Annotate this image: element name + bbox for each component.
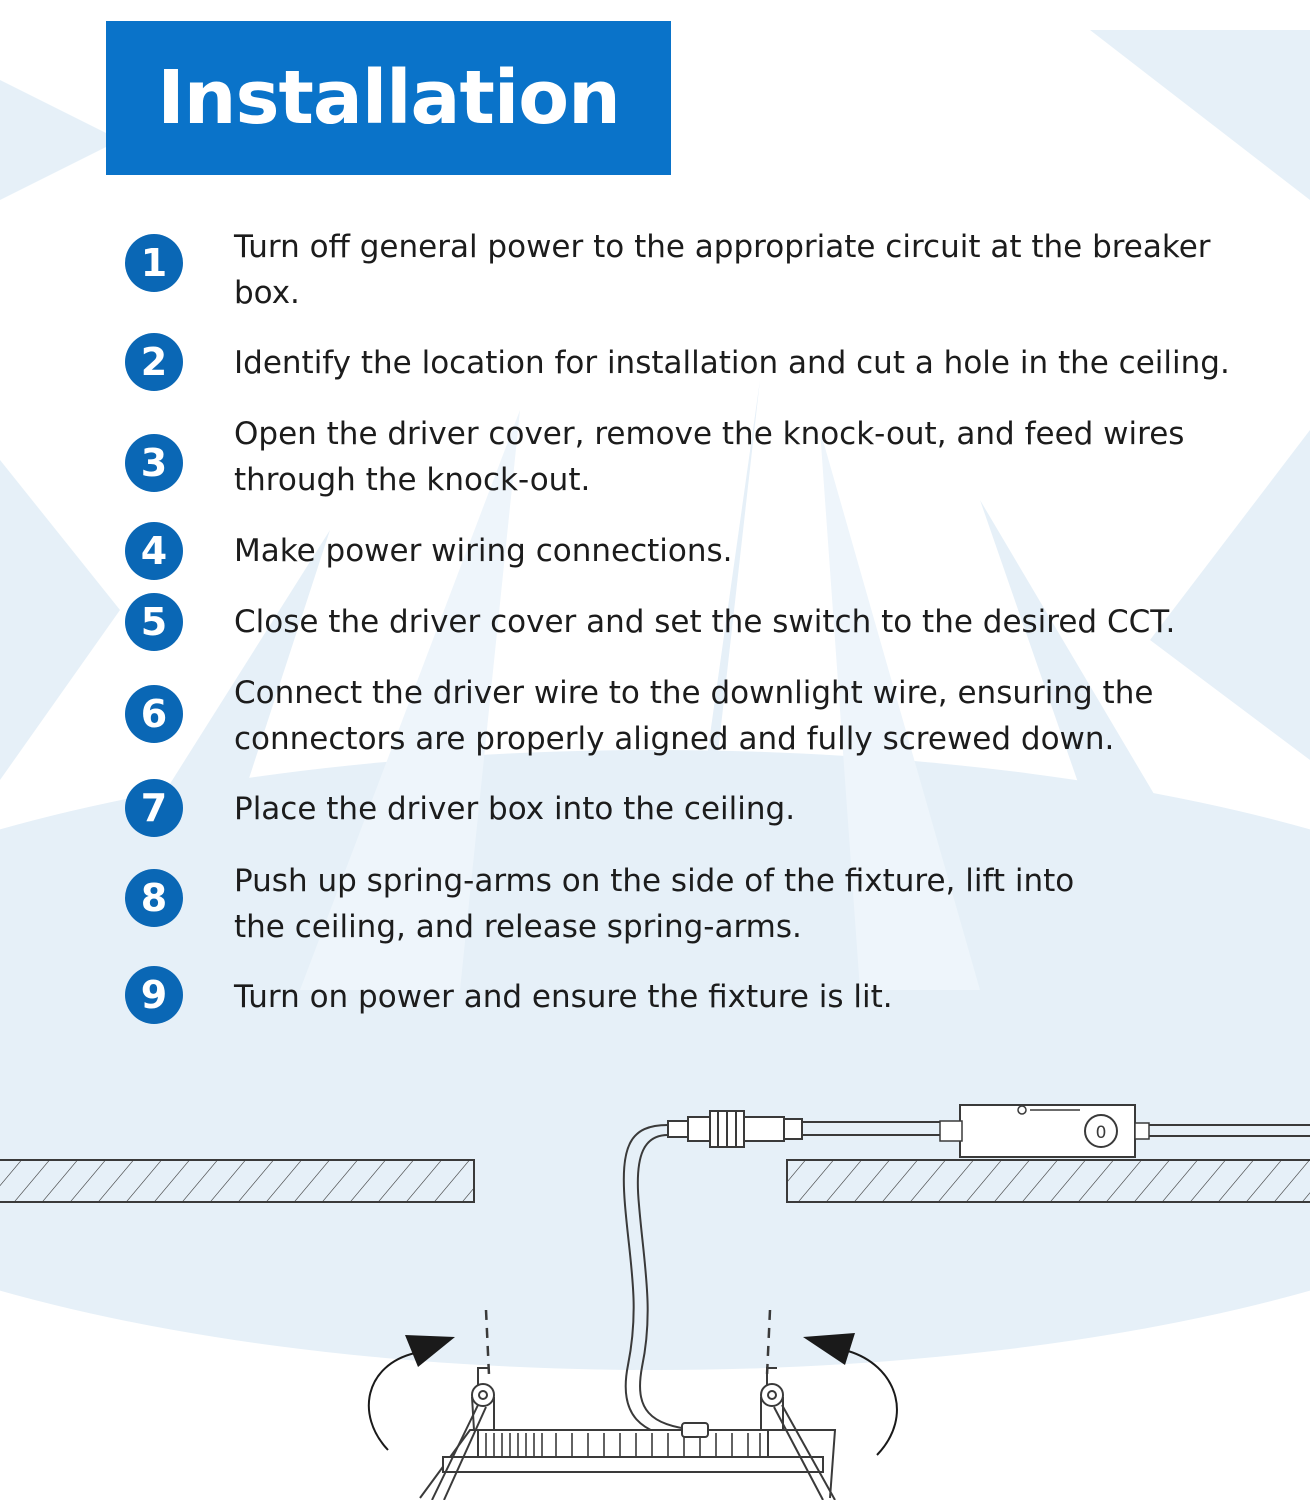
ceiling-right-section [787,1160,1310,1202]
step-number-badge: 8 [125,869,183,927]
step-text: Turn on power and ensure the fixture is lit. [234,979,893,1015]
step-text: Identify the location for installation and cut a hole in the ceiling. [234,345,1230,381]
step-number-badge: 2 [125,333,183,391]
page-title: Installation [157,55,620,141]
title-banner [106,21,671,175]
downlight-wire [624,1125,695,1440]
step-text: Make power wiring connections. [234,533,733,569]
step-text: Open the driver cover, remove the knock-out, and feed wires through the knock-out. [234,416,1185,498]
step-number-badge: 1 [125,234,183,292]
step-number-badge: 3 [125,434,183,492]
step-number-badge: 5 [125,593,183,651]
cct-switch [1085,1115,1117,1147]
step-number-badge: 7 [125,779,183,837]
step-number-badge: 6 [125,685,183,743]
installation-diagram [0,1085,1310,1500]
cct-switch-label: 0 [1095,1123,1107,1143]
step-text: Place the driver box into the ceiling. [234,791,796,827]
step-text: Connect the driver wire to the downlight wire, ensuring the connectors are properly aligned and fully screwed down. [234,675,1154,757]
step-number-badge: 4 [125,522,183,580]
step-text: Push up spring-arms on the side of the fixture, lift into the ceiling, and release spring-arms. [234,863,1075,945]
curved-arrow-left [369,1335,455,1450]
step-text: Turn off general power to the appropriate circuit at the breaker box. [234,229,1211,311]
step-number-badge: 9 [125,966,183,1024]
step-text: Close the driver cover and set the switch to the desired CCT. [234,604,1176,640]
driver-box [940,1105,1310,1157]
wire-connector [668,1111,802,1147]
downlight-fixture [420,1423,835,1498]
ceiling-left-section [0,1160,474,1202]
driver-wire [800,1122,940,1135]
